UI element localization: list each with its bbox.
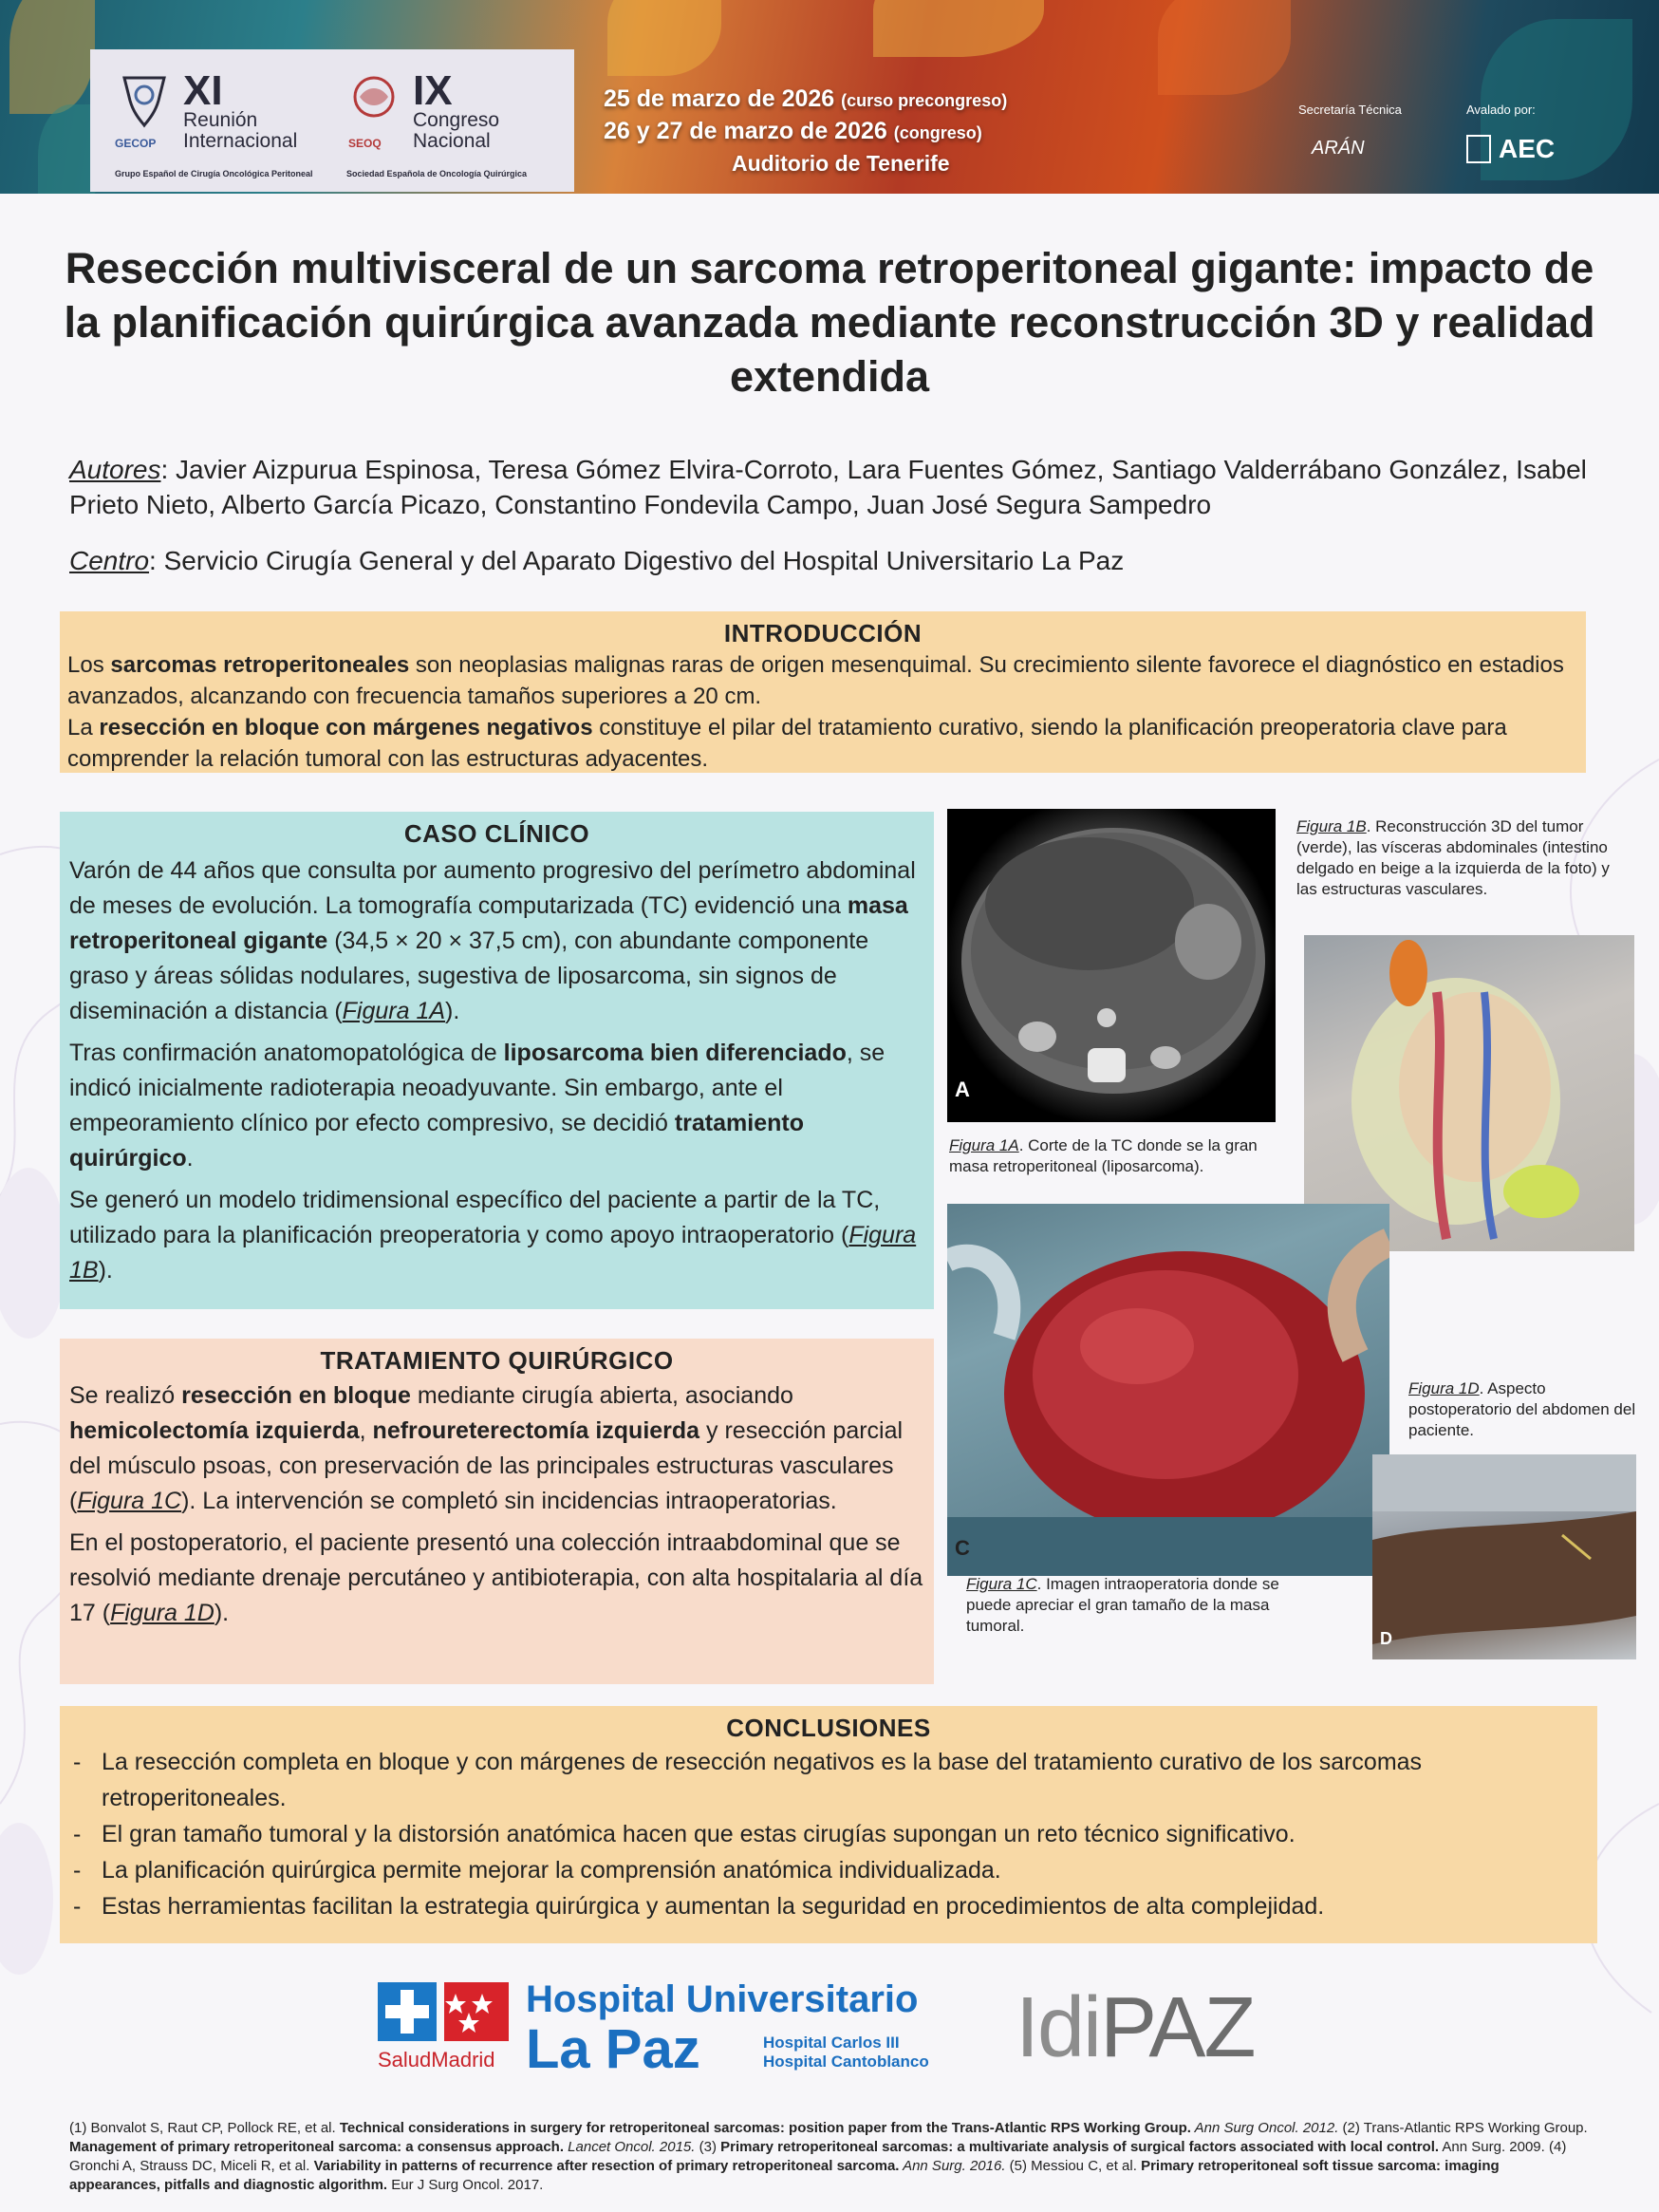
avalado-label: Avalado por: bbox=[1466, 103, 1536, 117]
case-paragraph-3 bbox=[69, 1183, 924, 1288]
text: Se realizó bbox=[69, 1382, 182, 1409]
conclusion-text: La resección completa en bloque y con márgenes de resección negativos es la base del tratamiento curativo de los sarcomas retroperitoneales. bbox=[102, 1749, 1423, 1811]
leaf-decoration bbox=[873, 0, 1044, 57]
highlight: masa retroperitoneal gigante bbox=[69, 892, 908, 954]
treatment-section bbox=[60, 1339, 934, 1684]
caption-label: Figura 1D bbox=[1408, 1379, 1480, 1397]
ref-journal: Lancet Oncol. 2015. bbox=[564, 2139, 696, 2155]
congress-venue: Auditorio de Tenerife bbox=[732, 151, 950, 176]
intro-paragraph-1 bbox=[67, 649, 1578, 712]
bullet: - bbox=[73, 1749, 82, 1775]
society-logos-panel bbox=[90, 49, 574, 192]
reference-item bbox=[69, 2120, 1343, 2136]
idipaz-logo bbox=[1016, 1982, 1254, 2073]
figure-1c-link[interactable]: Figura 1C bbox=[77, 1488, 182, 1514]
references bbox=[69, 2119, 1592, 2195]
aec-shield-icon bbox=[1466, 135, 1491, 163]
text: mediante cirugía abierta, asociando bbox=[410, 1382, 793, 1409]
text: Tras confirmación anatomopatológica de bbox=[69, 1040, 504, 1066]
poster-title: Resección multivisceral de un sarcoma retroperitoneal gigante: impacto de la planificación quirúrgica avanzada mediante reconstrucción 3D y realidad extendida bbox=[64, 244, 1595, 401]
ref-title: Primary retroperitoneal soft tissue sarcoma: imaging appearances, pitfalls and diagnostic algorithm. bbox=[69, 2158, 1500, 2193]
figure-1c-letter: C bbox=[955, 1536, 970, 1560]
figure-1d-postoperative-image bbox=[1372, 1454, 1636, 1659]
text: La bbox=[67, 715, 100, 740]
bullet: - bbox=[73, 1857, 82, 1884]
highlight: resección en bloque con márgenes negativos bbox=[99, 715, 593, 740]
ref-title: Variability in patterns of recurrence after resection of primary retroperitoneal sarcoma. bbox=[313, 2158, 900, 2174]
aec-logo: AEC bbox=[1499, 134, 1556, 163]
leaf-decoration bbox=[1158, 0, 1291, 95]
treatment-paragraph-2 bbox=[69, 1526, 924, 1631]
center-text: : Servicio Cirugía General y del Aparato Digestivo del Hospital Universitario La Paz bbox=[149, 546, 1125, 575]
ref-authors: (2) Trans-Atlantic RPS Working Group. bbox=[1342, 2120, 1588, 2136]
congress-dates bbox=[604, 84, 1135, 178]
gecop-line1: Reunión bbox=[183, 109, 258, 131]
salud-madrid-text: SaludMadrid bbox=[378, 2048, 495, 2071]
caption-label: Figura 1C bbox=[966, 1575, 1037, 1593]
figure-1a-ct-image bbox=[947, 809, 1276, 1122]
salud-madrid-logo bbox=[378, 1982, 511, 2072]
text: son neoplasias malignas raras de origen mesenquimal. Su crecimiento silente favorece el diagnóstico en estadios avanzados, alcanzando con frecuencia tamaños superiores a 20 cm. bbox=[67, 652, 1564, 709]
treatment-heading: TRATAMIENTO QUIRÚRGICO bbox=[320, 1346, 674, 1375]
highlight: nefroureterectomía izquierda bbox=[372, 1417, 700, 1444]
date2-note: (congreso) bbox=[893, 123, 982, 142]
institution-logos bbox=[378, 1977, 1289, 2090]
intro-paragraph-2 bbox=[67, 712, 1578, 775]
caption-label: Figura 1A bbox=[949, 1136, 1019, 1154]
text: ). La intervención se completó sin incidencias intraoperatorias. bbox=[181, 1488, 837, 1514]
conclusions-section bbox=[60, 1706, 1597, 1943]
authors-block bbox=[69, 452, 1607, 522]
figure-1b-caption bbox=[1296, 816, 1624, 900]
reference-item bbox=[699, 2139, 1549, 2155]
caption-text: . Corte de la TC donde se la gran masa retroperitoneal (liposarcoma). bbox=[949, 1136, 1258, 1175]
center-label: Centro bbox=[69, 546, 150, 575]
figure-1d-link[interactable]: Figura 1D bbox=[110, 1600, 214, 1626]
ref-authors: (4) Gronchi A, Strauss DC, Miceli R, et al. bbox=[69, 2139, 1567, 2174]
intro-heading: INTRODUCCIÓN bbox=[723, 619, 923, 647]
date1-note: (curso precongreso) bbox=[841, 91, 1008, 110]
ref-journal: Ann Surg Oncol. 2012. bbox=[1190, 2120, 1339, 2136]
highlight: hemicolectomía izquierda bbox=[69, 1417, 360, 1444]
case-paragraph-1 bbox=[69, 853, 924, 1029]
congress-banner bbox=[0, 0, 1659, 194]
bullet: - bbox=[73, 1821, 82, 1847]
highlight: resección en bloque bbox=[181, 1382, 411, 1409]
hospital-sub2: Hospital Cantoblanco bbox=[763, 2053, 929, 2071]
conclusion-text: El gran tamaño tumoral y la distorsión anatómica hacen que estas cirugías supongan un reto técnico significativo. bbox=[102, 1821, 1296, 1847]
ref-title: Technical considerations in surgery for retroperitoneal sarcomas: position paper from the Trans-Atlantic RPS Working Group. bbox=[339, 2120, 1191, 2136]
text: Varón de 44 años que consulta por aumento progresivo del perímetro abdominal de meses de evolución. La tomografía computarizada (TC) evidenció una bbox=[69, 857, 916, 919]
text: y resección parcial del músculo psoas, con preservación de las principales estructuras vasculares ( bbox=[69, 1417, 904, 1514]
conclusions-heading: CONCLUSIONES bbox=[726, 1714, 931, 1742]
center-block bbox=[69, 543, 1607, 578]
hospital-subsites bbox=[763, 2034, 929, 2071]
text: , bbox=[359, 1417, 373, 1444]
figure-1a-link[interactable]: Figura 1A bbox=[342, 998, 446, 1024]
gecop-emblem-icon bbox=[117, 72, 172, 131]
date2-main: 26 y 27 de marzo de 2026 bbox=[604, 118, 887, 144]
treatment-paragraph-1 bbox=[69, 1378, 924, 1519]
seoq-tagline: Sociedad Española de Oncología Quirúrgica bbox=[346, 169, 528, 178]
authors-list: : Javier Aizpurua Espinosa, Teresa Gómez Elvira-Corroto, Lara Fuentes Gómez, Santiago Valderrábano González, Isabel Prieto Nieto, Alberto García Picazo, Constantino Fondevila Campo, Juan José Segura Sampedro bbox=[69, 455, 1587, 519]
hospital-name-line1: Hospital Universitario bbox=[526, 1978, 919, 2020]
highlight: sarcomas retroperitoneales bbox=[110, 652, 410, 678]
highlight: tratamiento quirúrgico bbox=[69, 1110, 804, 1172]
ref-tail: Eur J Surg Oncol. 2017. bbox=[387, 2177, 544, 2193]
seoq-number: IX bbox=[413, 67, 453, 114]
figure-1c-intraoperative-image bbox=[947, 1204, 1389, 1576]
ref-title: Primary retroperitoneal sarcomas: a multivariate analysis of surgical factors associated with local control. bbox=[720, 2139, 1440, 2155]
text: ). bbox=[214, 1600, 230, 1626]
aran-logo: ARÁN bbox=[1312, 138, 1365, 159]
caption-text: . Imagen intraoperatoria donde se puede apreciar el gran tamaño de la masa tumoral. bbox=[966, 1575, 1279, 1635]
idipaz-prefix: Idi bbox=[1016, 1980, 1101, 2075]
list-item bbox=[73, 1816, 1584, 1852]
seoq-acronym: SEOQ bbox=[348, 137, 382, 150]
conclusion-text: Estas herramientas facilitan la estrategia quirúrgica y aumentan la seguridad en procedimientos de alta complejidad. bbox=[102, 1893, 1325, 1920]
gecop-acronym: GECOP bbox=[115, 137, 157, 150]
figure-1d-caption bbox=[1408, 1378, 1636, 1441]
text: , se indicó inicialmente radioterapia neoadyuvante. Sin embargo, ante el empeoramiento clínico por efecto compresivo, se decidió bbox=[69, 1040, 885, 1136]
intro-section bbox=[60, 611, 1586, 773]
seoq-line1: Congreso bbox=[413, 109, 500, 131]
figure-1b-link[interactable]: Figura 1B bbox=[69, 1222, 917, 1284]
leaf-decoration bbox=[607, 0, 721, 76]
list-item bbox=[73, 1852, 1584, 1888]
surgery-illustration bbox=[947, 1204, 1389, 1576]
idipaz-suffix: PAZ bbox=[1100, 1980, 1255, 2075]
caption-text: . Reconstrucción 3D del tumor (verde), las vísceras abdominales (intestino delgado en beige a la izquierda de la foto) y las estructuras vasculares. bbox=[1296, 817, 1610, 898]
postop-illustration bbox=[1372, 1454, 1636, 1659]
conclusion-text: La planificación quirúrgica permite mejorar la comprensión anatómica individualizada. bbox=[102, 1857, 1001, 1884]
text: (34,5 × 20 × 37,5 cm), con abundante componente graso y áreas sólidas nodulares, sugestiva de liposarcoma, sin signos de diseminación a distancia ( bbox=[69, 928, 869, 1024]
case-heading: CASO CLÍNICO bbox=[403, 819, 590, 848]
ref-authors: (3) bbox=[699, 2139, 721, 2155]
case-paragraph-2 bbox=[69, 1036, 924, 1176]
text: En el postoperatorio, el paciente presentó una colección intraabdominal que se resolvió mediante drenaje percutáneo y antibioterapia, con alta hospitalaria al día 17 ( bbox=[69, 1529, 923, 1626]
case-section bbox=[60, 812, 934, 1309]
bullet: - bbox=[73, 1893, 82, 1920]
secretaria-label: Secretaría Técnica bbox=[1298, 103, 1402, 117]
highlight: liposarcoma bien diferenciado bbox=[503, 1040, 847, 1066]
conclusions-list bbox=[73, 1744, 1584, 1924]
caption-text: . Aspecto postoperatorio del abdomen del paciente. bbox=[1408, 1379, 1636, 1439]
list-item bbox=[73, 1744, 1584, 1816]
ref-title: Management of primary retroperitoneal sarcoma: a consensus approach. bbox=[69, 2139, 564, 2155]
ct-scan-illustration bbox=[947, 809, 1276, 1122]
avalado-block bbox=[1466, 103, 1555, 164]
ref-journal: Ann Surg. 2016. bbox=[899, 2158, 1006, 2174]
figure-1c-caption bbox=[966, 1574, 1295, 1637]
figure-1d-letter: D bbox=[1380, 1629, 1392, 1648]
text: Los bbox=[67, 652, 111, 678]
leaf-decoration bbox=[9, 0, 95, 114]
authors-label: Autores bbox=[69, 455, 161, 484]
hospital-name-line2: La Paz bbox=[526, 2018, 700, 2080]
ref-authors: (1) Bonvalot S, Raut CP, Pollock RE, et al. bbox=[69, 2120, 340, 2136]
text: ). bbox=[98, 1257, 113, 1284]
salud-madrid-emblem-icon bbox=[378, 1982, 511, 2045]
list-item bbox=[73, 1888, 1584, 1924]
seoq-emblem-icon bbox=[346, 72, 401, 131]
text: constituye el pilar del tratamiento curativo, siendo la planificación preoperatoria clave para comprender la relación tumoral con las estructuras adyacentes. bbox=[67, 715, 1507, 772]
text: ). bbox=[445, 998, 460, 1024]
figure-1a-letter: A bbox=[955, 1078, 970, 1101]
gecop-line2: Internacional bbox=[183, 130, 298, 152]
secretaria-block bbox=[1298, 103, 1402, 159]
date1-main: 25 de marzo de 2026 bbox=[604, 85, 835, 112]
ref-authors: (5) Messiou C, et al. bbox=[1009, 2158, 1142, 2174]
figure-1a-caption bbox=[949, 1135, 1277, 1177]
gecop-tagline: Grupo Español de Cirugía Oncológica Peritoneal bbox=[115, 169, 313, 178]
hospital-sub1: Hospital Carlos III bbox=[763, 2034, 900, 2052]
text: Se generó un modelo tridimensional específico del paciente a partir de la TC, utilizado para la planificación preoperatoria y como apoyo intraoperatorio ( bbox=[69, 1187, 881, 1248]
seoq-line2: Nacional bbox=[413, 130, 491, 152]
caption-label: Figura 1B bbox=[1296, 817, 1367, 835]
text: . bbox=[186, 1145, 194, 1172]
gecop-number: XI bbox=[183, 67, 223, 114]
ref-tail: Ann Surg. 2009. bbox=[1439, 2139, 1549, 2155]
